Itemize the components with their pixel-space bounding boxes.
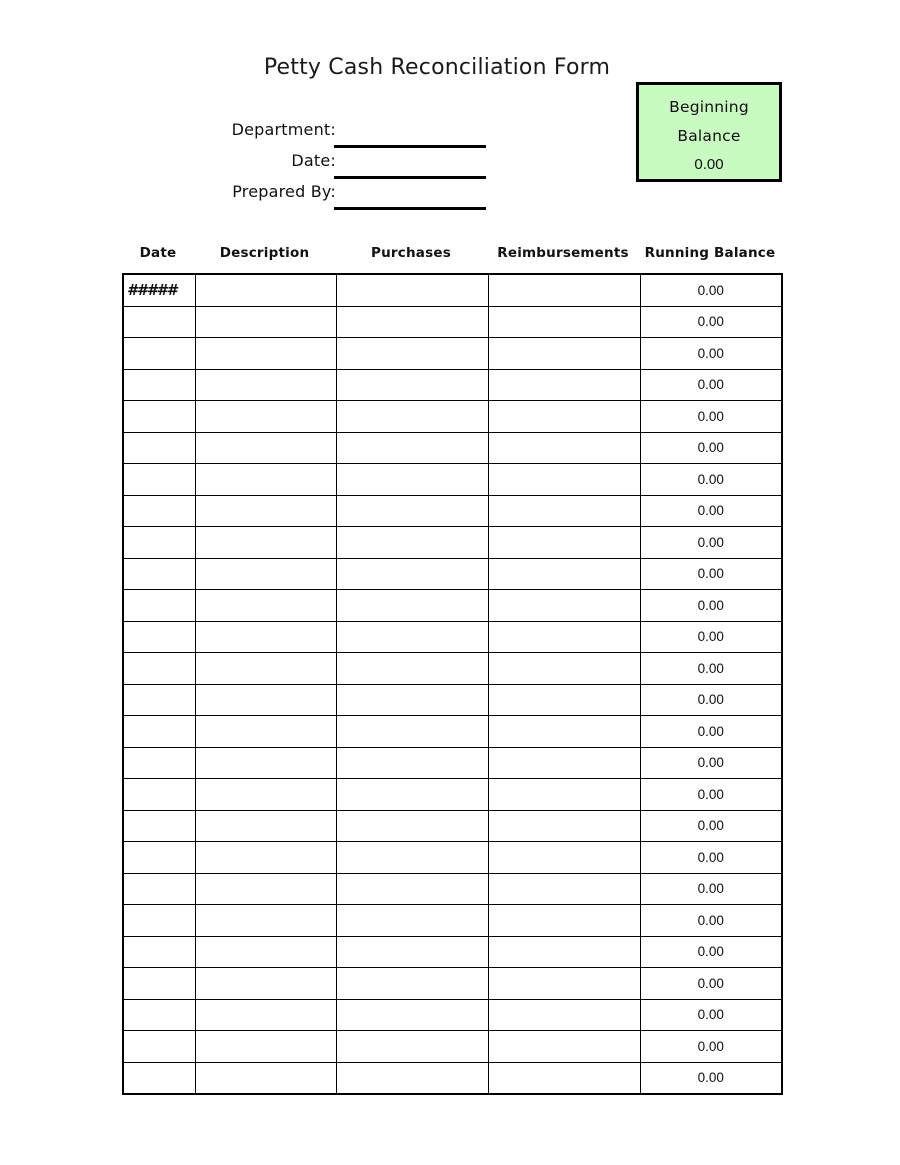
cell-reimbursements[interactable] (488, 653, 640, 685)
cell-reimbursements[interactable] (488, 590, 640, 622)
cell-running_balance[interactable]: 0.00 (640, 338, 782, 370)
table-row (123, 716, 782, 748)
department-label: Department: (231, 120, 336, 139)
cell-description[interactable] (195, 401, 336, 433)
cell-running_balance[interactable]: 0.00 (640, 369, 782, 401)
column-header-description: Description (219, 245, 310, 261)
table-row (123, 936, 782, 968)
cell-date[interactable] (123, 905, 195, 937)
cell-date[interactable] (123, 401, 195, 433)
cell-purchases[interactable] (336, 369, 488, 401)
cell-date[interactable] (123, 558, 195, 590)
cell-reimbursements[interactable] (488, 810, 640, 842)
cell-reimbursements[interactable] (488, 495, 640, 527)
cell-description[interactable] (195, 527, 336, 559)
cell-purchases[interactable] (336, 495, 488, 527)
cell-date[interactable] (123, 495, 195, 527)
cell-reimbursements[interactable] (488, 432, 640, 464)
cell-reimbursements[interactable] (488, 1031, 640, 1063)
date-input-rule[interactable] (334, 176, 486, 179)
cell-running_balance[interactable]: 0.00 (640, 716, 782, 748)
cell-date[interactable] (123, 338, 195, 370)
cell-running_balance[interactable]: 0.00 (640, 968, 782, 1000)
cell-reimbursements[interactable] (488, 369, 640, 401)
cell-reimbursements[interactable] (488, 873, 640, 905)
cell-reimbursements[interactable] (488, 527, 640, 559)
beginning-balance-label-line2: Balance (677, 127, 741, 145)
cell-description[interactable] (195, 306, 336, 338)
table-row (123, 527, 782, 559)
date-label: Date: (291, 151, 336, 170)
column-header-reimbursements: Reimbursements (497, 245, 629, 261)
cell-running_balance[interactable]: 0.00 (640, 905, 782, 937)
cell-purchases[interactable] (336, 810, 488, 842)
cell-reimbursements[interactable] (488, 464, 640, 496)
cell-running_balance[interactable]: 0.00 (640, 464, 782, 496)
cell-date[interactable] (123, 842, 195, 874)
table-row (123, 432, 782, 464)
cell-reimbursements[interactable] (488, 747, 640, 779)
cell-purchases[interactable] (336, 621, 488, 653)
cell-description[interactable] (195, 621, 336, 653)
cell-date[interactable] (123, 369, 195, 401)
cell-purchases[interactable] (336, 1031, 488, 1063)
cell-date[interactable]: ##### (123, 274, 195, 306)
cell-description[interactable] (195, 999, 336, 1031)
form-meta-fields (150, 120, 490, 213)
cell-purchases[interactable] (336, 306, 488, 338)
cell-purchases[interactable] (336, 338, 488, 370)
cell-description[interactable] (195, 338, 336, 370)
cell-purchases[interactable] (336, 779, 488, 811)
cell-reimbursements[interactable] (488, 936, 640, 968)
page-title: Petty Cash Reconciliation Form (263, 55, 611, 80)
cell-running_balance[interactable]: 0.00 (640, 495, 782, 527)
prepared-by-label: Prepared By: (232, 182, 336, 201)
cell-date[interactable] (123, 527, 195, 559)
field-row-department (150, 120, 490, 151)
cell-description[interactable] (195, 464, 336, 496)
column-header-running-balance: Running Balance (644, 245, 776, 261)
cell-description[interactable] (195, 558, 336, 590)
cell-running_balance[interactable]: 0.00 (640, 1031, 782, 1063)
table-row (123, 810, 782, 842)
cell-date[interactable] (123, 621, 195, 653)
cell-running_balance[interactable]: 0.00 (640, 432, 782, 464)
column-header-date: Date (139, 245, 177, 261)
beginning-balance-box (636, 82, 782, 182)
cell-purchases[interactable] (336, 401, 488, 433)
cell-running_balance[interactable]: 0.00 (640, 684, 782, 716)
table-row (123, 842, 782, 874)
cell-reimbursements[interactable] (488, 558, 640, 590)
cell-description[interactable] (195, 842, 336, 874)
field-row-date (150, 151, 490, 182)
cell-description[interactable] (195, 810, 336, 842)
beginning-balance-label-line1: Beginning (669, 98, 749, 116)
table-row (123, 905, 782, 937)
cell-purchases[interactable] (336, 684, 488, 716)
cell-description[interactable] (195, 747, 336, 779)
cell-running_balance[interactable]: 0.00 (640, 590, 782, 622)
table-row (123, 338, 782, 370)
cell-date[interactable] (123, 747, 195, 779)
prepared-by-input-rule[interactable] (334, 207, 486, 210)
beginning-balance-amount[interactable]: 0.00 (694, 156, 724, 173)
cell-purchases[interactable] (336, 873, 488, 905)
table-row (123, 306, 782, 338)
cell-purchases[interactable] (336, 274, 488, 306)
cell-date[interactable] (123, 716, 195, 748)
cell-description[interactable] (195, 1031, 336, 1063)
table-row (123, 274, 782, 306)
cell-purchases[interactable] (336, 527, 488, 559)
cell-date[interactable] (123, 999, 195, 1031)
table-row (123, 621, 782, 653)
cell-description[interactable] (195, 653, 336, 685)
cell-reimbursements[interactable] (488, 274, 640, 306)
cell-description[interactable] (195, 779, 336, 811)
ledger-column-headers (122, 245, 781, 273)
table-row (123, 684, 782, 716)
table-row (123, 401, 782, 433)
cell-date[interactable] (123, 936, 195, 968)
cell-date[interactable] (123, 653, 195, 685)
cell-reimbursements[interactable] (488, 338, 640, 370)
cell-running_balance[interactable]: 0.00 (640, 779, 782, 811)
cell-reimbursements[interactable] (488, 684, 640, 716)
cell-purchases[interactable] (336, 842, 488, 874)
cell-description[interactable] (195, 432, 336, 464)
table-row (123, 369, 782, 401)
cell-reimbursements[interactable] (488, 401, 640, 433)
ledger (122, 245, 781, 1095)
table-row (123, 495, 782, 527)
cell-description[interactable] (195, 716, 336, 748)
cell-date[interactable] (123, 1031, 195, 1063)
cell-reimbursements[interactable] (488, 905, 640, 937)
cell-running_balance[interactable]: 0.00 (640, 810, 782, 842)
table-row (123, 590, 782, 622)
cell-running_balance[interactable]: 0.00 (640, 274, 782, 306)
cell-running_balance[interactable]: 0.00 (640, 558, 782, 590)
cell-purchases[interactable] (336, 590, 488, 622)
cell-description[interactable] (195, 968, 336, 1000)
cell-reimbursements[interactable] (488, 621, 640, 653)
cell-running_balance[interactable]: 0.00 (640, 527, 782, 559)
cell-reimbursements[interactable] (488, 779, 640, 811)
cell-description[interactable] (195, 495, 336, 527)
table-row (123, 464, 782, 496)
table-row (123, 653, 782, 685)
cell-running_balance[interactable]: 0.00 (640, 842, 782, 874)
cell-running_balance[interactable]: 0.00 (640, 306, 782, 338)
cell-running_balance[interactable]: 0.00 (640, 936, 782, 968)
cell-running_balance[interactable]: 0.00 (640, 653, 782, 685)
cell-purchases[interactable] (336, 558, 488, 590)
cell-description[interactable] (195, 936, 336, 968)
cell-purchases[interactable] (336, 968, 488, 1000)
cell-purchases[interactable] (336, 1062, 488, 1094)
cell-purchases[interactable] (336, 464, 488, 496)
cell-date[interactable] (123, 684, 195, 716)
table-row (123, 968, 782, 1000)
cell-description[interactable] (195, 274, 336, 306)
cell-date[interactable] (123, 306, 195, 338)
cell-date[interactable] (123, 810, 195, 842)
cell-description[interactable] (195, 590, 336, 622)
cell-reimbursements[interactable] (488, 306, 640, 338)
table-row (123, 1031, 782, 1063)
cell-date[interactable] (123, 779, 195, 811)
cell-date[interactable] (123, 968, 195, 1000)
cell-description[interactable] (195, 369, 336, 401)
department-input-rule[interactable] (334, 145, 486, 148)
cell-reimbursements[interactable] (488, 968, 640, 1000)
cell-purchases[interactable] (336, 432, 488, 464)
ledger-table (122, 273, 783, 1095)
cell-reimbursements[interactable] (488, 842, 640, 874)
cell-running_balance[interactable]: 0.00 (640, 747, 782, 779)
table-row (123, 873, 782, 905)
cell-reimbursements[interactable] (488, 999, 640, 1031)
cell-running_balance[interactable]: 0.00 (640, 401, 782, 433)
cell-reimbursements[interactable] (488, 1062, 640, 1094)
cell-running_balance[interactable]: 0.00 (640, 999, 782, 1031)
cell-description[interactable] (195, 873, 336, 905)
cell-description[interactable] (195, 1062, 336, 1094)
cell-date[interactable] (123, 873, 195, 905)
cell-date[interactable] (123, 464, 195, 496)
cell-purchases[interactable] (336, 999, 488, 1031)
cell-description[interactable] (195, 905, 336, 937)
table-row (123, 779, 782, 811)
cell-purchases[interactable] (336, 716, 488, 748)
cell-reimbursements[interactable] (488, 716, 640, 748)
cell-date[interactable] (123, 1062, 195, 1094)
cell-running_balance[interactable]: 0.00 (640, 1062, 782, 1094)
table-row (123, 999, 782, 1031)
cell-running_balance[interactable]: 0.00 (640, 621, 782, 653)
table-row (123, 747, 782, 779)
ledger-table-body (123, 274, 782, 1094)
cell-purchases[interactable] (336, 653, 488, 685)
table-row (123, 1062, 782, 1094)
cell-running_balance[interactable]: 0.00 (640, 873, 782, 905)
cell-purchases[interactable] (336, 905, 488, 937)
column-header-purchases: Purchases (371, 245, 451, 261)
cell-date[interactable] (123, 432, 195, 464)
cell-purchases[interactable] (336, 936, 488, 968)
table-row (123, 558, 782, 590)
cell-purchases[interactable] (336, 747, 488, 779)
field-row-prepared-by (150, 182, 490, 213)
cell-date[interactable] (123, 590, 195, 622)
cell-description[interactable] (195, 684, 336, 716)
